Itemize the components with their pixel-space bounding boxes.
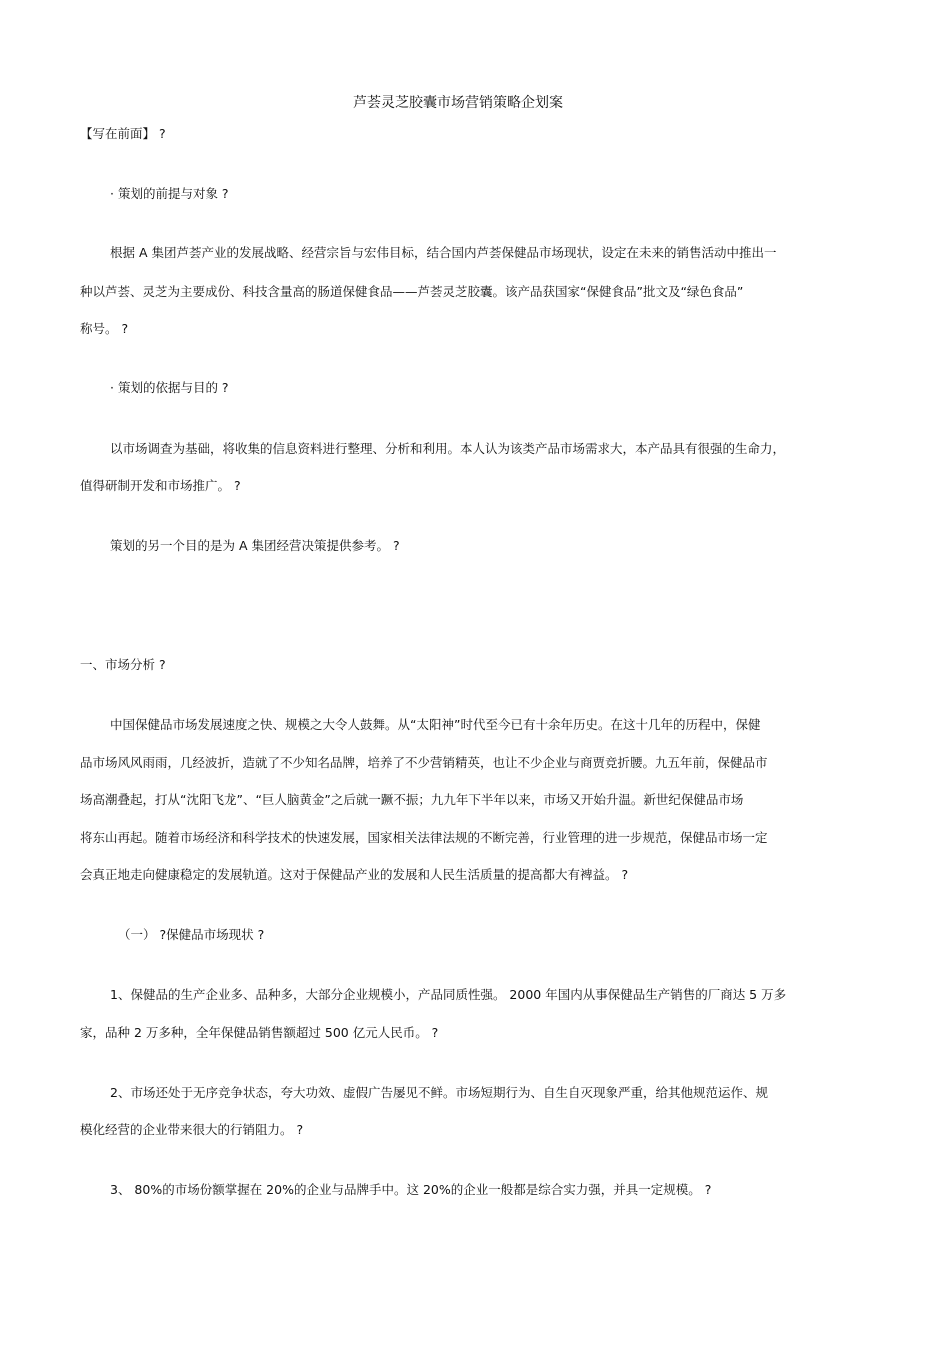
paragraph-line: 家，品种 2 万多种，全年保健品销售额超过 500 亿元人民币。 ? [80, 1025, 439, 1040]
subheading-premise: · 策划的前提与对象 ? [110, 186, 229, 201]
section-heading-preface: 【写在前面】 ? [80, 126, 166, 141]
subheading-basis: · 策划的依据与目的 ? [110, 380, 229, 395]
paragraph-line: 场高潮叠起，打从“沈阳飞龙”、“巨人脑黄金”之后就一蹶不振；九九年下半年以来，市场又开始升温。新世纪保健品市场 [80, 792, 744, 807]
paragraph-line: 策划的另一个目的是为 A 集团经营决策提供参考。 ? [110, 538, 400, 553]
paragraph-line: 会真正地走向健康稳定的发展轨道。这对于保健品产业的发展和人民生活质量的提高都大有裨益。 ? [80, 867, 629, 882]
paragraph-line: 根据 A 集团芦荟产业的发展战略、经营宗旨与宏伟目标，结合国内芦荟保健品市场现状，设定在未来的销售活动中推出一 [110, 245, 777, 260]
paragraph-line: 种以芦荟、灵芝为主要成份、科技含量高的肠道保健食品——芦荟灵芝胶囊。该产品获国家“保健食品”批文及“绿色食品” [80, 284, 744, 299]
paragraph-line: 3、 80%的市场份额掌握在 20%的企业与品牌手中。这 20%的企业一般都是综合实力强，并具一定规模。 ? [110, 1182, 712, 1197]
paragraph-line: 称号。 ? [80, 321, 129, 336]
document-title: 芦荟灵芝胶囊市场营销策略企划案 [353, 95, 563, 111]
paragraph-line: 值得研制开发和市场推广。 ? [80, 478, 241, 493]
paragraph-line: 中国保健品市场发展速度之快、规模之大令人鼓舞。从“太阳神”时代至今已有十余年历史。在这十几年的历程中，保健 [110, 717, 761, 732]
paragraph-line: 2、市场还处于无序竞争状态，夸大功效、虚假广告屡见不鲜。市场短期行为、自生自灭现象严重，给其他规范运作、规 [110, 1085, 768, 1100]
paragraph-line: 将东山再起。随着市场经济和科学技术的快速发展，国家相关法律法规的不断完善，行业管理的进一步规范，保健品市场一定 [80, 830, 768, 845]
section-heading-market-analysis: 一、市场分析 ? [80, 657, 166, 672]
subsection-heading-market-status: （一） ?保健品市场现状 ? [118, 927, 265, 942]
paragraph-line: 品市场风风雨雨，几经波折，造就了不少知名品牌，培养了不少营销精英，也让不少企业与商贾竞折腰。九五年前，保健品市 [80, 755, 768, 770]
paragraph-line: 模化经营的企业带来很大的行销阻力。 ? [80, 1122, 304, 1137]
paragraph-line: 1、保健品的生产企业多、品种多，大部分企业规模小，产品同质性强。 2000 年国内从事保健品生产销售的厂商达 5 万多 [110, 987, 787, 1002]
paragraph-line: 以市场调查为基础，将收集的信息资料进行整理、分析和利用。本人认为该类产品市场需求大，本产品具有很强的生命力， [110, 441, 786, 456]
